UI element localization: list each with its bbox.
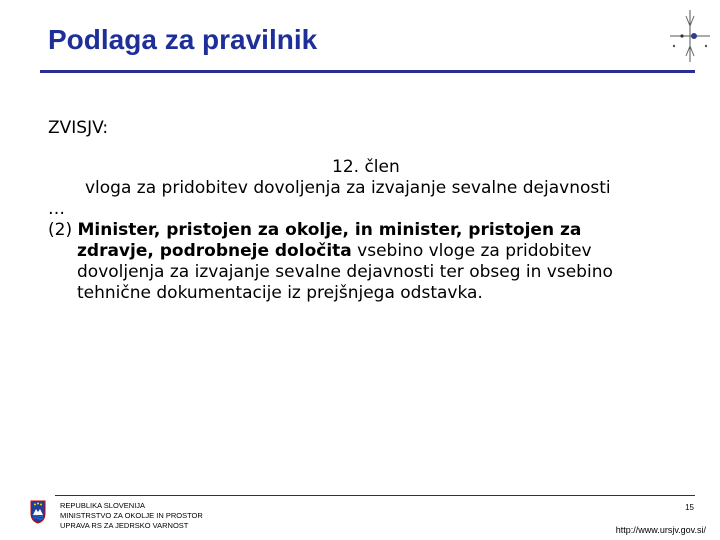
paragraph-line-3 (48, 262, 688, 283)
paragraph-number: (2) (48, 220, 78, 240)
ellipsis: … (48, 199, 65, 219)
article-number: 12. člen (332, 157, 400, 177)
footer-url-link[interactable]: http://www.ursjv.gov.si/ (615, 525, 706, 535)
slide-body (48, 118, 688, 304)
article-title: vloga za pridobitev dovoljenja za izvajanje sevalne dejavnosti (85, 178, 611, 198)
footer-divider (55, 495, 695, 496)
paragraph-text: tehnične dokumentacije iz prejšnjega odstavka. (77, 283, 483, 303)
paragraph-text: vsebino vloge za pridobitev (351, 241, 592, 261)
paragraph-line-4 (48, 283, 688, 304)
law-label: ZVISJV: (48, 118, 109, 138)
paragraph-text: dovoljenja za izvajanje sevalne dejavnosti ter obseg in vsebino (77, 262, 613, 282)
footer-org-line-1: REPUBLIKA SLOVENIJA (60, 501, 146, 510)
slide-title: Podlaga za pravilnik (48, 24, 318, 55)
paragraph-line-2 (48, 241, 688, 262)
slovenia-coat-of-arms-icon (30, 500, 46, 524)
footer-org-line-2: MINISTRSTVO ZA OKOLJE IN PROSTOR (60, 511, 203, 520)
footer-organization (60, 501, 203, 531)
paragraph-bold-text: zdravje, podrobneje določita (77, 241, 352, 261)
footer-org-line-3: UPRAVA RS ZA JEDRSKO VARNOST (60, 521, 189, 530)
ursjv-logo-icon (668, 8, 712, 64)
paragraph-bold-text: Minister, pristojen za okolje, in minister, pristojen za (77, 220, 582, 240)
title-divider (40, 70, 695, 73)
paragraph-line-1 (48, 220, 688, 241)
page-number: 15 (685, 503, 694, 512)
